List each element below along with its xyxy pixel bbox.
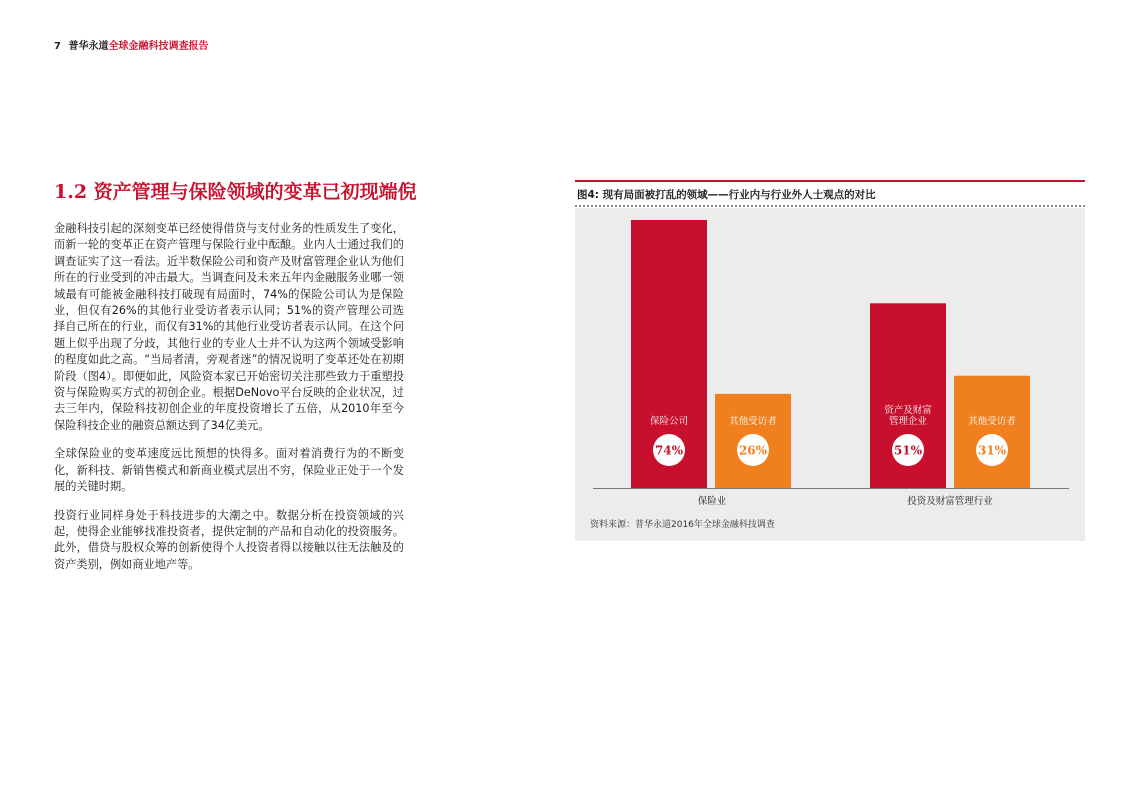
figure-4 — [575, 180, 1085, 541]
figure-title: 图4: 现有局面被打乱的领域——行业内与行业外人士观点的对比 — [577, 189, 876, 201]
bar-others-2 — [954, 376, 1030, 488]
bar-label: 保险公司 — [649, 416, 689, 427]
category-label: 保险业 — [697, 496, 727, 507]
data-label: 26% — [738, 443, 768, 458]
category-label: 投资及财富管理行业 — [907, 496, 993, 507]
figure-source: 资料来源：普华永道2016年全球金融科技调查 — [590, 520, 775, 530]
data-label: 51% — [893, 443, 923, 458]
bar-label: 其他受访者 — [968, 416, 1016, 427]
data-label: 31% — [977, 443, 1007, 458]
org-name: 普华永道 — [68, 41, 109, 52]
data-label: 74% — [654, 443, 684, 458]
page-number: 7 — [54, 41, 61, 52]
page-header — [54, 37, 208, 52]
paragraph-1: 金融科技引起的深刻变革已经使得借贷与支付业务的性质发生了变化，而新一轮的变革正在资产管理与保险行业中酝酿。业内人士通过我们的调查证实了这一看法。近半数保险公司和资产及财富管理企业认为他们所在的行业受到的冲击最大。当调查问及未来五年内金融服务业哪一领域最有可能被金融科技打破现有局面时，74%的保险公司认为是保险业，但仅有26%的其他行业受访者表示认同；51%的资产管理公司选择自己所在的行业，而仅有31%的其他行业受访者表示认同。在这个问题上似乎出现了分歧，其他行业的专业人士并不认为这两个领域受影响的程度如此之高。“当局者清，旁观者迷”的情况说明了变革还处在初期阶段（图4）。即便如此，风险资本家已开始密切关注那些致力于重塑投资与保险购买方式的初创企业。根据DeNovo平台反映的企业状况，过去三年内，保险科技初创企业的年度投资增长了五倍，从2010年至今保险科技企业的融资总额达到了34亿美元。 — [54, 222, 404, 432]
bar-chart — [575, 180, 1085, 541]
bar-label: 资产及财富 — [884, 405, 932, 416]
bar-label: 其他受访者 — [729, 416, 777, 427]
paragraph-2: 全球保险业的变革速度远比预想的快得多。面对着消费行为的不断变化，新科技、新销售模式和新商业模式层出不穷，保险业正处于一个发展的关键时期。 — [54, 447, 404, 494]
section-title: 1.2 资产管理与保险领域的变革已初现端倪 — [54, 181, 417, 203]
bar-label: 管理企业 — [888, 416, 928, 427]
body-text — [54, 221, 404, 585]
report-title: 全球金融科技调查报告 — [108, 41, 209, 52]
paragraph-3: 投资行业同样身处于科技进步的大潮之中。数据分析在投资领域的兴起，使得企业能够找准投资者，提供定制的产品和自动化的投资服务。此外，借贷与股权众筹的创新使得个人投资者得以接触以往无法触及的资产类别，例如商业地产等。 — [54, 508, 404, 571]
